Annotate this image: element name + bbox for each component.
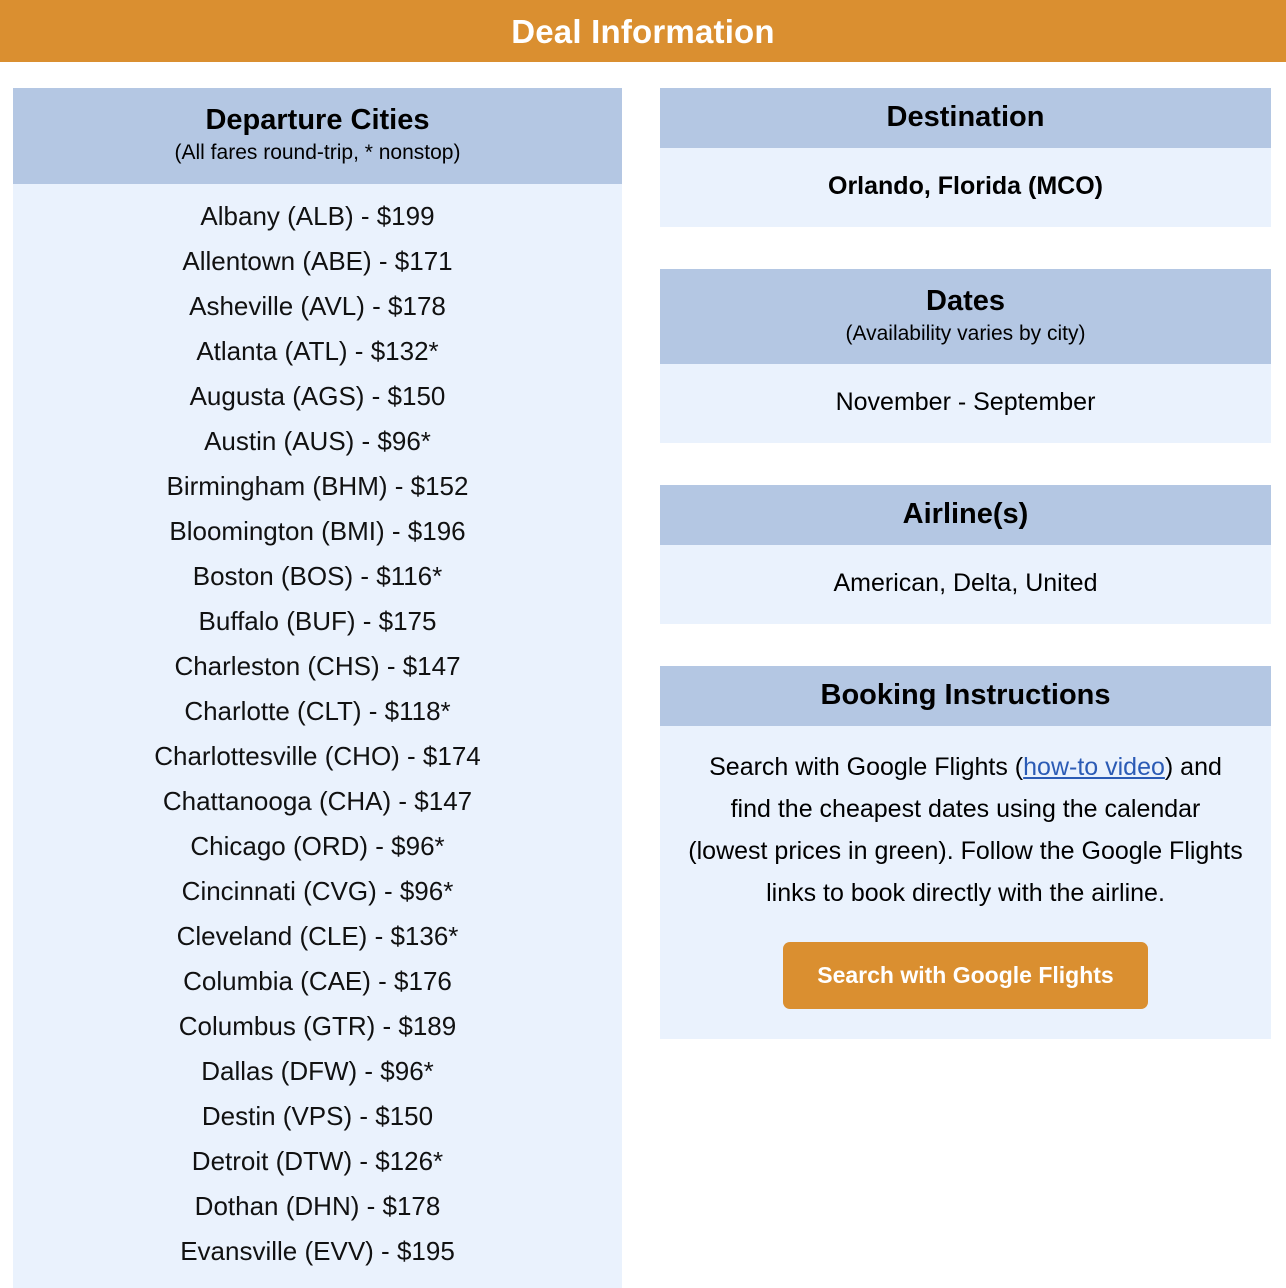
how-to-video-link[interactable]: how-to video	[1023, 753, 1165, 782]
departure-city-row: Chicago (ORD) - $96*	[190, 830, 445, 861]
departure-city-row: Dothan (DHN) - $178	[194, 1190, 441, 1221]
departure-city-row: Cincinnati (CVG) - $96*	[181, 875, 454, 906]
airlines-title: Airline(s)	[902, 497, 1029, 530]
booking-text-before-link: Search with Google Flights (	[709, 753, 1024, 782]
booking-instructions-panel	[660, 666, 1271, 1039]
destination-body	[660, 148, 1271, 227]
right-column	[660, 88, 1271, 1039]
departure-city-row: Cleveland (CLE) - $136*	[176, 920, 459, 951]
page-title: Deal Information	[511, 12, 775, 50]
departure-cities-panel	[13, 88, 622, 1288]
departure-cities-title: Departure Cities	[205, 104, 430, 136]
booking-instructions-title: Booking Instructions	[820, 678, 1111, 711]
departure-cities-subtitle: (All fares round-trip, * nonstop)	[174, 141, 461, 165]
destination-title: Destination	[886, 101, 1045, 133]
departure-city-row: Asheville (AVL) - $178	[189, 290, 446, 321]
departure-city-row: Albany (ALB) - $199	[200, 200, 435, 231]
departure-cities-list	[13, 184, 622, 1288]
departure-cities-header	[13, 88, 622, 184]
search-with-google-flights-button[interactable]: Search with Google Flights	[783, 942, 1147, 1009]
destination-header	[660, 88, 1271, 148]
airlines-body	[660, 545, 1271, 624]
booking-text-after-link: ) and find the cheapest dates using the calendar (lowest prices in green). Follow the Google Flights links to book directly with the airline.	[688, 753, 1243, 908]
destination-value: Orlando, Florida (MCO)	[828, 172, 1103, 201]
departure-city-row: Austin (AUS) - $96*	[204, 425, 431, 456]
departure-city-row: Charlottesville (CHO) - $174	[154, 740, 481, 771]
departure-city-row: Columbia (CAE) - $176	[183, 965, 452, 996]
departure-city-row: Allentown (ABE) - $171	[182, 245, 453, 276]
departure-city-row: Bloomington (BMI) - $196	[169, 515, 466, 546]
booking-instructions-body	[660, 726, 1271, 1039]
departure-city-row: Dallas (DFW) - $96*	[201, 1055, 434, 1086]
destination-panel	[660, 88, 1271, 227]
departure-city-row: Buffalo (BUF) - $175	[198, 605, 437, 636]
departure-city-row: Boston (BOS) - $116*	[192, 560, 443, 591]
departure-city-row: Augusta (AGS) - $150	[189, 380, 446, 411]
dates-header	[660, 269, 1271, 365]
left-column	[13, 88, 622, 1288]
departure-city-row: Detroit (DTW) - $126*	[191, 1145, 444, 1176]
booking-instructions-text	[688, 746, 1243, 914]
dates-subtitle: (Availability varies by city)	[845, 322, 1086, 346]
booking-instructions-header	[660, 666, 1271, 726]
departure-city-row: Charlotte (CLT) - $118*	[184, 695, 451, 726]
departure-city-row: Evansville (EVV) - $195	[180, 1235, 455, 1266]
airlines-panel	[660, 485, 1271, 624]
departure-city-row: Atlanta (ATL) - $132*	[196, 335, 439, 366]
departure-city-row: Charleston (CHS) - $147	[174, 650, 461, 681]
departure-city-row: Columbus (GTR) - $189	[178, 1010, 457, 1041]
page-banner	[0, 0, 1286, 62]
departure-city-row: Destin (VPS) - $150	[201, 1100, 434, 1131]
dates-title: Dates	[926, 284, 1005, 317]
airlines-value: American, Delta, United	[833, 569, 1098, 598]
dates-value: November - September	[835, 388, 1096, 417]
booking-button-wrap	[688, 942, 1243, 1009]
departure-city-row: Birmingham (BHM) - $152	[166, 470, 469, 501]
dates-panel	[660, 269, 1271, 443]
airlines-header	[660, 485, 1271, 545]
departure-city-row: Chattanooga (CHA) - $147	[162, 785, 473, 816]
dates-body	[660, 364, 1271, 443]
